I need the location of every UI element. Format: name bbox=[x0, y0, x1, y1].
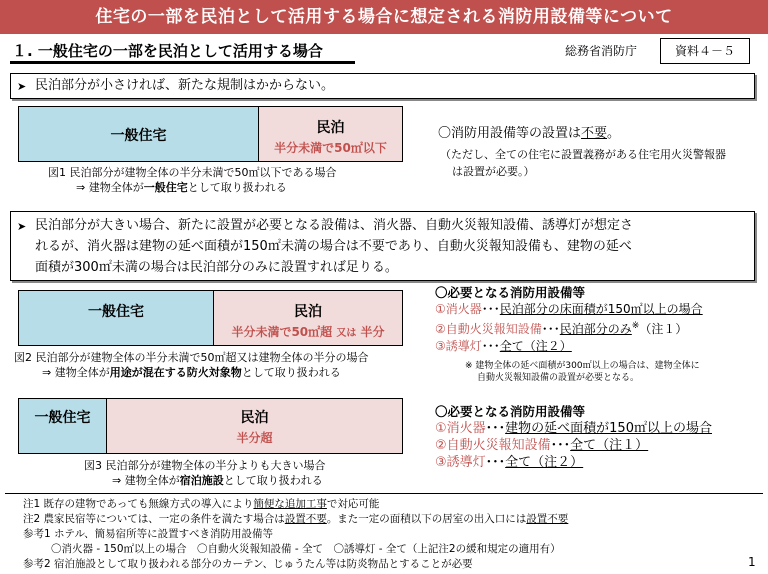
minpaku-size-label: 半分未満で50㎡超 又は 半分 bbox=[231, 325, 385, 339]
minpaku-label: 民泊 bbox=[240, 410, 269, 426]
case1-requirements: 〇消防用設備等の設置は不要。 （ただし、全ての住宅に設置義務がある住宅用火災警報器 は設置が必要。） bbox=[438, 126, 726, 178]
figure2-caption: 図2 民泊部分が建物全体の半分未満で50㎡超又は建物全体の半分の場合 ⇒ 建物全体が用途が混在する防火対象物として取り扱われる bbox=[14, 351, 369, 379]
figure1-caption: 図1 民泊部分が建物全体の半分未満で50㎡以下である場合 ⇒ 建物全体が一般住宅として取り扱われる bbox=[48, 166, 337, 194]
reference-1-detail: 〇消火器 - 150㎡以上の場合 〇自動火災報知設備 - 全て 〇誘導灯 - 全て（上記注2の緩和規定の適用有） bbox=[51, 543, 561, 555]
case1-callout-text: 民泊部分が小さければ、新たな規制はかからない。 bbox=[35, 78, 335, 93]
arrow-bullet-icon: ➤ bbox=[17, 220, 27, 233]
note-1: 注1 既存の建物であっても無線方式の導入により簡便な追加工事で対応可能 bbox=[23, 498, 380, 510]
building-diagram-3 bbox=[18, 398, 403, 454]
building-diagram-2 bbox=[18, 290, 403, 346]
case2-requirements: 〇必要となる消防用設備等 ①消火器･･･民泊部分の床面積が150㎡以上の場合 ②自動火災報知設備･･･民泊部分のみ※（注１） ③誘導灯･･･全て（注２） bbox=[435, 285, 703, 353]
case2-callout-text: 民泊部分が大きい場合、新たに設置が必要となる設備は、消火器、自動火災報知設備、誘導灯が想定さ れるが、消火器は建物の延べ面積が150㎡未満の場合は不要であり、自動火災報知設備も、建物の延べ 面積が300㎡未満の場合は民泊部分のみに設置すれば足りる。 bbox=[35, 218, 634, 275]
case2-callout bbox=[10, 211, 755, 281]
ministry-name: 総務省消防庁 bbox=[565, 44, 638, 58]
case2-footnote: ※ 建物全体の延べ面積が300㎡以上の場合は、建物全体に 自動火災報知設備の設置が必要となる。 bbox=[465, 361, 700, 383]
house-segment bbox=[19, 107, 259, 161]
minpaku-label: 民泊 bbox=[316, 120, 345, 136]
arrow-bullet-icon: ➤ bbox=[17, 80, 27, 93]
document-number: 資料４－５ bbox=[660, 38, 750, 64]
minpaku-segment bbox=[107, 399, 402, 453]
house-label: 一般住宅 bbox=[34, 410, 91, 426]
section-title: １. 一般住宅の一部を民泊として活用する場合 bbox=[10, 40, 355, 64]
minpaku-label: 民泊 bbox=[294, 304, 322, 320]
case1-callout bbox=[10, 73, 755, 99]
minpaku-size-label: 半分未満で50㎡以下 bbox=[274, 141, 387, 155]
minpaku-segment bbox=[214, 291, 402, 345]
building-diagram-1 bbox=[18, 106, 403, 162]
minpaku-segment bbox=[259, 107, 402, 161]
house-label: 一般住宅 bbox=[110, 128, 167, 144]
reference-1: 参考1 ホテル、簡易宿所等に設置すべき消防用設備等 bbox=[23, 528, 273, 540]
house-segment bbox=[19, 399, 107, 453]
slide-title: 住宅の一部を民泊として活用する場合に想定される消防用設備等について bbox=[0, 0, 768, 34]
house-label: 一般住宅 bbox=[88, 304, 144, 320]
reference-2: 参考2 宿泊施設として取り扱われる部分のカーテン、じゅうたん等は防炎物品とすることが必要 bbox=[23, 558, 473, 570]
page-number: 1 bbox=[748, 555, 756, 569]
figure3-caption: 図3 民泊部分が建物全体の半分よりも大きい場合 ⇒ 建物全体が宿泊施設として取り扱われる bbox=[84, 459, 326, 487]
footer-notes bbox=[5, 493, 763, 571]
minpaku-size-label: 半分超 bbox=[236, 431, 273, 445]
house-segment bbox=[19, 291, 214, 345]
note-2: 注2 農家民宿等については、一定の条件を満たす場合は設置不要。また一定の面積以下の居室の出入口には設置不要 bbox=[23, 513, 569, 525]
case3-requirements: 〇必要となる消防用設備等 ①消火器･･･建物の延べ面積が150㎡以上の場合 ②自動火災報知設備･･･全て（注１） ③誘導灯･･･全て（注２） bbox=[435, 404, 712, 470]
